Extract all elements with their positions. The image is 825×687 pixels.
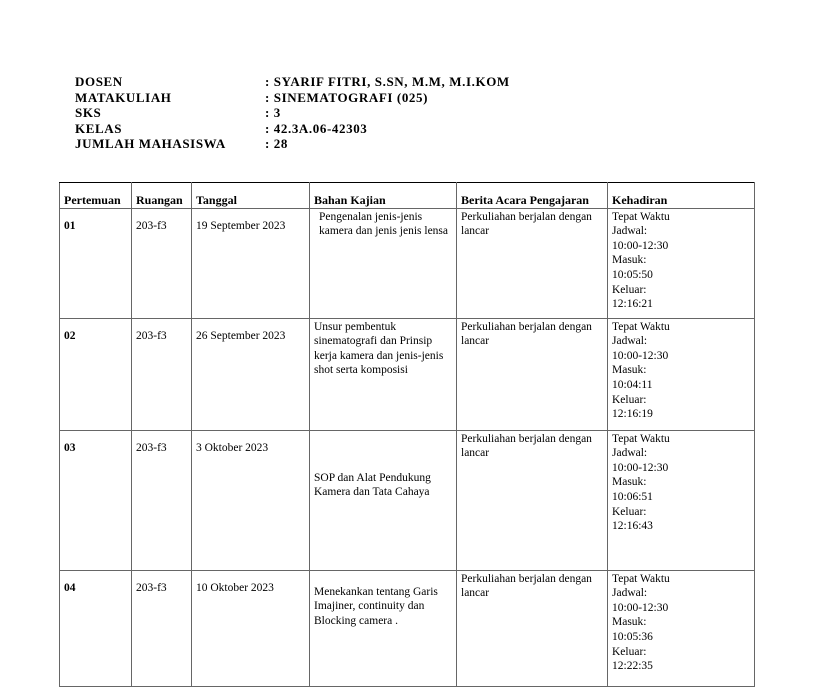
table-row — [60, 430, 755, 570]
check-out-label: Keluar: — [612, 283, 647, 296]
schedule-label: Jadwal: — [612, 587, 648, 600]
course-info — [75, 74, 510, 152]
cell-bahan-kajian: SOP dan Alat Pendukung Kamera dan Tata Cahaya — [310, 430, 457, 570]
jumlah-mahasiswa-value: : 28 — [265, 136, 288, 151]
matakuliah-value: : SINEMATOGRAFI (025) — [265, 89, 429, 105]
cell-bahan-kajian: Unsur pembentuk sinematografi dan Prinsip kerja kamera dan jenis-jenis shot serta komposisi — [310, 318, 457, 430]
attendance-status: Tepat Waktu — [612, 320, 670, 333]
cell-berita-acara: Perkuliahan berjalan dengan lancar — [457, 318, 608, 430]
matakuliah-label: MATAKULIAH — [75, 89, 172, 105]
schedule-time: 10:00-12:30 — [612, 349, 669, 362]
check-out-label: Keluar: — [612, 645, 647, 658]
kelas-label: KELAS — [75, 120, 123, 136]
check-in-label: Masuk: — [612, 364, 647, 377]
schedule-time: 10:00-12:30 — [612, 601, 669, 614]
check-in-time: 10:04:11 — [612, 378, 653, 391]
cell-ruangan: 203-f3 — [132, 570, 192, 686]
schedule-label: Jadwal: — [612, 335, 648, 348]
col-header-tanggal: Tanggal — [192, 183, 310, 209]
cell-berita-acara: Perkuliahan berjalan dengan lancar — [457, 570, 608, 686]
attendance-status: Tepat Waktu — [612, 432, 670, 445]
check-out-time: 12:22:35 — [612, 660, 653, 673]
cell-kehadiran — [608, 318, 755, 430]
check-out-label: Keluar: — [612, 505, 647, 518]
schedule-label: Jadwal: — [612, 447, 648, 460]
cell-ruangan: 203-f3 — [132, 318, 192, 430]
cell-pertemuan: 02 — [60, 318, 132, 430]
check-in-time: 10:06:51 — [612, 490, 653, 503]
kelas-value: : 42.3A.06-42303 — [265, 120, 368, 136]
check-out-label: Keluar: — [612, 393, 647, 406]
table-row — [60, 570, 755, 686]
attendance-table — [59, 182, 755, 687]
cell-berita-acara: Perkuliahan berjalan dengan lancar — [457, 208, 608, 318]
check-in-label: Masuk: — [612, 254, 647, 267]
cell-bahan-kajian: Pengenalan jenis-jenis kamera dan jenis jenis lensa — [310, 208, 457, 318]
cell-berita-acara: Perkuliahan berjalan dengan lancar — [457, 430, 608, 570]
col-header-ruangan: Ruangan — [132, 183, 192, 209]
cell-tanggal: 3 Oktober 2023 — [192, 430, 310, 570]
info-row-sks — [75, 105, 510, 121]
cell-pertemuan: 03 — [60, 430, 132, 570]
cell-kehadiran — [608, 430, 755, 570]
sks-label: SKS — [75, 105, 102, 120]
cell-pertemuan: 04 — [60, 570, 132, 686]
table-row — [60, 318, 755, 430]
check-out-time: 12:16:21 — [612, 298, 653, 311]
sks-value: : 3 — [265, 105, 281, 120]
attendance-status: Tepat Waktu — [612, 210, 670, 223]
cell-ruangan: 203-f3 — [132, 208, 192, 318]
info-row-matakuliah — [75, 90, 510, 106]
col-header-kehadiran: Kehadiran — [608, 183, 755, 209]
col-header-bahan-kajian: Bahan Kajian — [310, 183, 457, 209]
check-out-time: 12:16:43 — [612, 520, 653, 533]
dosen-value: : SYARIF FITRI, S.SN, M.M, M.I.KOM — [265, 74, 510, 89]
schedule-label: Jadwal: — [612, 225, 648, 238]
col-header-berita-acara: Berita Acara Pengajaran — [457, 183, 608, 209]
cell-pertemuan: 01 — [60, 208, 132, 318]
check-in-label: Masuk: — [612, 616, 647, 629]
info-row-dosen — [75, 74, 510, 90]
info-row-jumlah-mahasiswa — [75, 136, 510, 152]
cell-tanggal: 26 September 2023 — [192, 318, 310, 430]
cell-tanggal: 19 September 2023 — [192, 208, 310, 318]
check-out-time: 12:16:19 — [612, 408, 653, 421]
check-in-label: Masuk: — [612, 476, 647, 489]
cell-kehadiran — [608, 208, 755, 318]
schedule-time: 10:00-12:30 — [612, 239, 669, 252]
cell-bahan-kajian: Menekankan tentang Garis Imajiner, continuity dan Blocking camera . — [310, 570, 457, 686]
table-row — [60, 208, 755, 318]
schedule-time: 10:00-12:30 — [612, 461, 669, 474]
cell-kehadiran — [608, 570, 755, 686]
cell-tanggal: 10 Oktober 2023 — [192, 570, 310, 686]
check-in-time: 10:05:50 — [612, 268, 653, 281]
table-header-row — [60, 183, 755, 209]
attendance-status: Tepat Waktu — [612, 572, 670, 585]
check-in-time: 10:05:36 — [612, 630, 653, 643]
dosen-label: DOSEN — [75, 74, 123, 89]
jumlah-mahasiswa-label: JUMLAH MAHASISWA — [75, 136, 226, 151]
col-header-pertemuan: Pertemuan — [60, 183, 132, 209]
info-row-kelas — [75, 121, 510, 137]
cell-ruangan: 203-f3 — [132, 430, 192, 570]
